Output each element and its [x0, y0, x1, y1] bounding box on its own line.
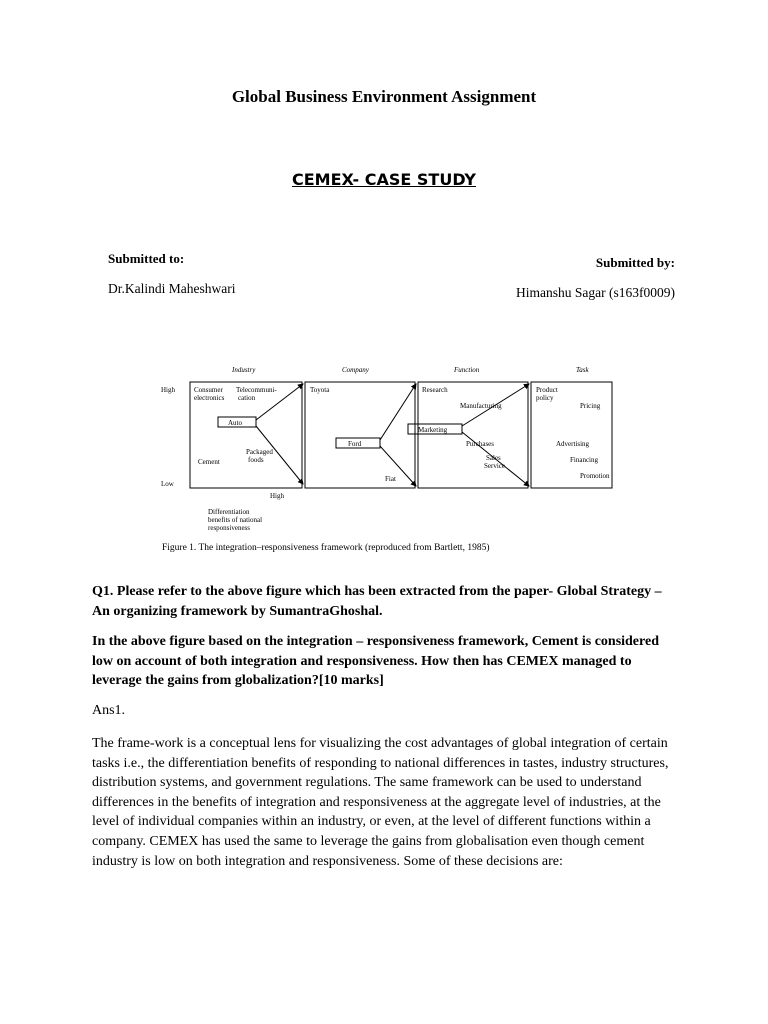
item-policy: policy: [536, 394, 554, 402]
item-manufacturing: Manufacturing: [460, 402, 502, 410]
axis-note-line2: benefits of national: [208, 516, 263, 524]
arrow-ford-research: [380, 384, 416, 440]
item-sales: Sales: [486, 454, 501, 462]
arrow-marketing-low: [462, 432, 529, 486]
answer-label: Ans1.: [92, 703, 126, 718]
item-advertising: Advertising: [556, 440, 590, 448]
item-packaged: Packaged: [246, 448, 273, 456]
item-foods: foods: [248, 456, 264, 464]
item-pricing: Pricing: [580, 402, 601, 410]
submitted-by-name: Himanshu Sagar (s163f0009): [516, 285, 675, 300]
item-promotion: Promotion: [580, 472, 610, 480]
header-task: Task: [576, 366, 589, 374]
document-subtitle: CEMEX- CASE STUDY: [291, 170, 477, 189]
axis-bottom-high-label: High: [270, 492, 284, 500]
item-cation: cation: [238, 394, 256, 402]
header-function: Function: [454, 366, 480, 374]
axis-note-line3: responsiveness: [208, 524, 250, 532]
submitted-by-label: Submitted by:: [595, 255, 675, 270]
item-cement: Cement: [198, 458, 220, 466]
header-industry: Industry: [232, 366, 256, 374]
item-consumer: Consumer: [194, 386, 223, 394]
integration-responsiveness-figure: [156, 360, 616, 560]
submitted-to-name: Dr.Kalindi Maheshwari: [108, 281, 236, 296]
axis-high-label: High: [161, 386, 175, 394]
item-fiat: Fiat: [385, 475, 396, 483]
item-ford: Ford: [348, 440, 362, 448]
document-title: Global Business Environment Assignment: [231, 87, 537, 106]
axis-note-line1: Differentiation: [208, 508, 250, 516]
item-auto: Auto: [228, 419, 242, 427]
item-marketing: Marketing: [418, 426, 448, 434]
question-1-detail: In the above figure based on the integration – responsiveness framework, Cement is considered low on account of both integration and responsiveness. How then has CEMEX managed to leverage the gains from globalization?[10 marks]: [92, 634, 659, 688]
item-research: Research: [422, 386, 448, 394]
item-service: Service: [484, 462, 505, 470]
submitted-to-label: Submitted to:: [108, 251, 185, 266]
answer-text: The frame-work is a conceptual lens for visualizing the cost advantages of global integration of certain tasks i.e., the differentiation benefits of responding to national differences in tastes, industry structures, distribution systems, and government regulations. The same framework can be used to understand differences in the benefits of integration and responsiveness at the aggregate level of industries, at the level of individual companies within an industry, or even, at the level of different functions within a company. CEMEX has used the same to leverage the gains from globalisation even though cement industry is low on both integration and responsiveness. Some of these decisions are:: [92, 736, 669, 869]
company-box: [305, 382, 415, 488]
item-product: Product: [536, 386, 558, 394]
header-company: Company: [342, 366, 369, 374]
item-financing: Financing: [570, 456, 598, 464]
figure-caption: Figure 1. The integration–responsiveness framework (reproduced from Bartlett, 1985): [162, 543, 490, 553]
item-telecom: Telecommuni-: [236, 386, 277, 394]
figure-diagram: [156, 360, 616, 560]
item-electronics: electronics: [194, 394, 225, 402]
axis-low-label: Low: [161, 480, 174, 488]
question-1-prompt: Q1. Please refer to the above figure which has been extracted from the paper- Global Strategy – An organizing framework by SumantraGhoshal.: [92, 584, 662, 619]
item-toyota: Toyota: [310, 386, 330, 394]
item-purchases: Purchases: [466, 440, 494, 448]
